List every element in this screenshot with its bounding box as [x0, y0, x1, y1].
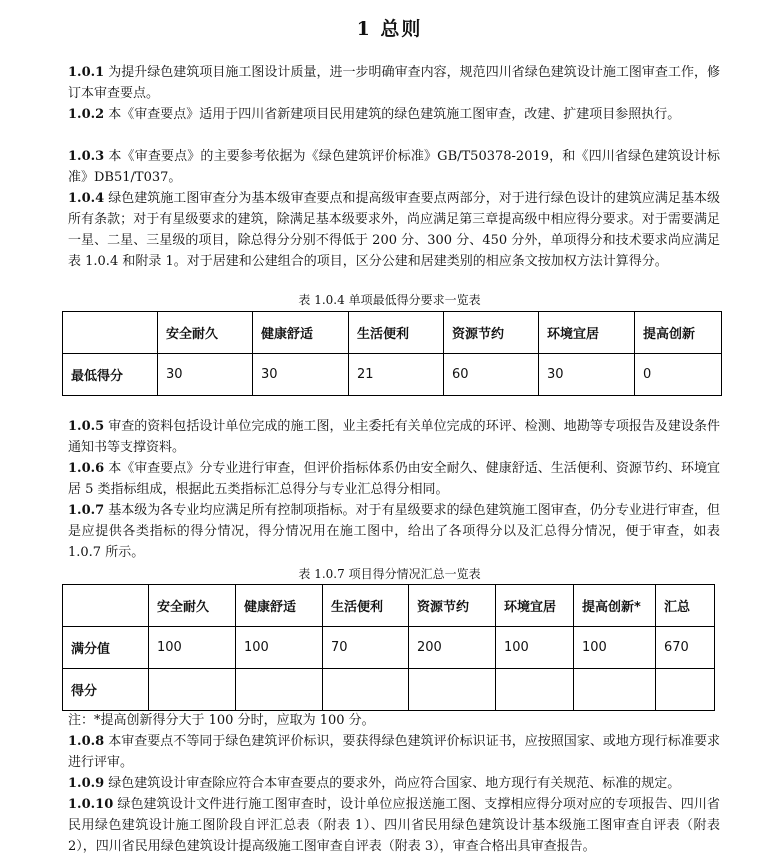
table-1-0-4 [62, 311, 722, 396]
clause-1-0-8 [68, 731, 720, 773]
value-cell: 0 [635, 354, 722, 396]
value-cell: 200 [409, 627, 496, 669]
clause-number: 1.0.9 [68, 776, 105, 791]
clause-number: 1.0.8 [68, 734, 105, 749]
table-header-row [63, 585, 715, 627]
clause-1-0-10 [68, 794, 720, 857]
table-1-0-7 [62, 584, 715, 711]
header-cell: 资源节约 [409, 585, 496, 627]
table-1-0-4-caption: 表 1.0.4 单项最低得分要求一览表 [298, 293, 481, 307]
clause-text: 绿色建筑设计审查除应符合本审查要点的要求外，尚应符合国家、地方现行有关规范、标准的规定。 [108, 776, 681, 791]
score-input-cell [656, 669, 715, 711]
score-input-cell [496, 669, 574, 711]
clause-text: 审查的资料包括设计单位完成的施工图，业主委托有关单位完成的环评、检测、地勘等专项报告及建设条件通知书等支撑资料。 [68, 419, 720, 455]
clause-text: 本《审查要点》适用于四川省新建项目民用建筑的绿色建筑施工图审查，改建、扩建项目参照执行。 [108, 107, 681, 122]
header-cell: 环境宜居 [539, 312, 635, 354]
clause-number: 1.0.10 [68, 797, 114, 812]
header-cell: 生活便利 [323, 585, 409, 627]
clause-1-0-6 [68, 458, 720, 500]
clause-1-0-1 [68, 62, 720, 104]
header-cell: 提高创新 [635, 312, 722, 354]
clause-text: 本《审查要点》分专业进行审查，但评价指标体系仍由安全耐久、健康舒适、生活便利、资源节约、环境宜居 5 类指标组成，根据此五类指标汇总得分与专业汇总得分相同。 [68, 461, 720, 497]
header-cell: 安全耐久 [149, 585, 236, 627]
value-cell: 100 [574, 627, 656, 669]
clause-text: 绿色建筑设计文件进行施工图审查时，设计单位应报送施工图、支撑相应得分项对应的专项报告、四川省民用绿色建筑设计施工图阶段自评汇总表（附表 1）、四川省民用绿色建筑设计基本级施工图审查自评表（附表2），四川省民用绿色建筑设计提高级施工图审查自评表（附表 3），审查合格出具审查报告。 [68, 797, 720, 854]
clause-text: 绿色建筑施工图审查分为基本级审查要点和提高级审查要点两部分，对于进行绿色设计的建筑应满足基本级所有条款；对于有星级要求的建筑，除满足基本级要求外，尚应满足第三章提高级中相应得分要求。对于需要满足一星、二星、三星级的项目，除总得分分别不得低于 200 分、300 分、450 分外，单项得分和技术要求尚应满足表 1.0.4 和附录 1。对于居建和公建组合的项目，区分公建和居建类别的相应条文按加权方法计算得分。 [68, 191, 720, 269]
table-corner-cell [63, 585, 149, 627]
clause-1-0-5 [68, 416, 720, 458]
clause-number: 1.0.5 [68, 419, 105, 434]
header-cell: 安全耐久 [158, 312, 253, 354]
value-cell: 100 [496, 627, 574, 669]
score-input-cell [323, 669, 409, 711]
clause-1-0-4 [68, 188, 720, 272]
clause-1-0-9 [68, 773, 720, 794]
section-title: 1 总则 [356, 18, 423, 40]
clause-number: 1.0.1 [68, 65, 105, 80]
clause-text: 基本级为各专业均应满足所有控制项指标。对于有星级要求的绿色建筑施工图审查，仍分专业进行审查，但是应提供各类指标的得分情况，得分情况用在施工图中，给出了各项得分以及汇总得分情况，便于审查，如表 1.0.7 所示。 [68, 503, 720, 560]
header-cell: 环境宜居 [496, 585, 574, 627]
table-row [63, 627, 715, 669]
table-1-0-7-caption: 表 1.0.7 项目得分情况汇总一览表 [298, 567, 481, 581]
score-input-cell [236, 669, 323, 711]
clause-text: 为提升绿色建筑项目施工图设计质量，进一步明确审查内容，规范四川省绿色建筑设计施工图审查工作，修订本审查要点。 [68, 65, 720, 101]
value-cell: 30 [539, 354, 635, 396]
header-cell: 健康舒适 [253, 312, 349, 354]
clause-number: 1.0.6 [68, 461, 105, 476]
header-cell: 提高创新* [574, 585, 656, 627]
clause-number: 1.0.2 [68, 107, 105, 122]
value-cell: 100 [236, 627, 323, 669]
score-input-cell [149, 669, 236, 711]
table-row [63, 669, 715, 711]
clause-1-0-3 [68, 146, 720, 188]
clause-1-0-7 [68, 500, 720, 563]
value-cell: 30 [253, 354, 349, 396]
table-row [63, 354, 722, 396]
value-cell: 30 [158, 354, 253, 396]
clause-text: 本审查要点不等同于绿色建筑评价标识，要获得绿色建筑评价标识证书，应按照国家、或地方现行标准要求进行评审。 [68, 734, 720, 770]
value-cell: 60 [444, 354, 539, 396]
score-input-cell [409, 669, 496, 711]
value-cell: 21 [349, 354, 444, 396]
table-header-row [63, 312, 722, 354]
row-label-cell: 最低得分 [63, 354, 158, 396]
score-input-cell [574, 669, 656, 711]
header-cell: 汇总 [656, 585, 715, 627]
row-label-cell: 得分 [63, 669, 149, 711]
clause-1-0-2 [68, 104, 720, 125]
table-note: 注：*提高创新得分大于 100 分时，应取为 100 分。 [68, 713, 375, 728]
clause-number: 1.0.7 [68, 503, 105, 518]
clause-number: 1.0.3 [68, 149, 105, 164]
value-cell: 670 [656, 627, 715, 669]
header-cell: 健康舒适 [236, 585, 323, 627]
header-cell: 生活便利 [349, 312, 444, 354]
value-cell: 70 [323, 627, 409, 669]
value-cell: 100 [149, 627, 236, 669]
table-corner-cell [63, 312, 158, 354]
header-cell: 资源节约 [444, 312, 539, 354]
clause-text: 本《审查要点》的主要参考依据为《绿色建筑评价标准》GB/T50378-2019，和《四川省绿色建筑设计标准》DB51/T037。 [68, 149, 720, 185]
clause-number: 1.0.4 [68, 191, 105, 206]
row-label-cell: 满分值 [63, 627, 149, 669]
